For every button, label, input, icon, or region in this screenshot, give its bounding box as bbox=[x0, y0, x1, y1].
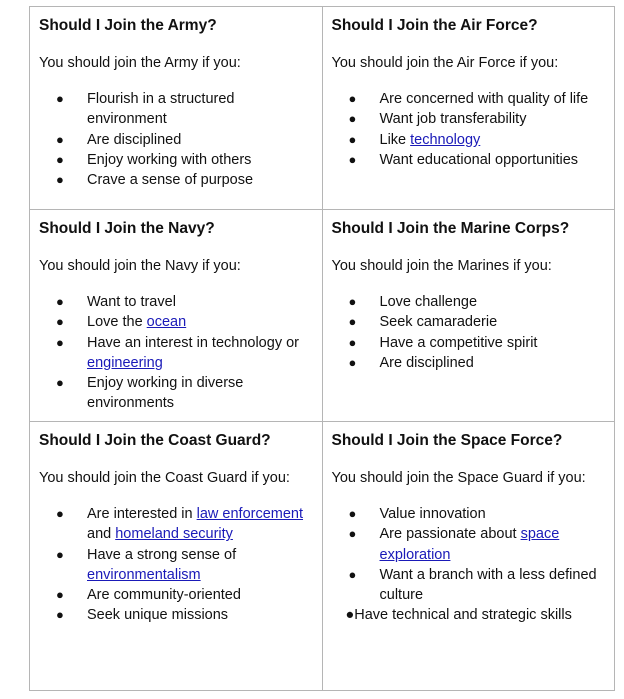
spaceforce-list bbox=[332, 504, 606, 605]
space-exploration-link[interactable]: space exploration bbox=[379, 526, 560, 563]
ocean-link[interactable]: ocean bbox=[146, 314, 187, 331]
list-item: ● Have a strong sense of environmentalism bbox=[56, 546, 237, 583]
coastguard-intro: You should join the Coast Guard if you: bbox=[39, 470, 290, 486]
bullet-icon: ● bbox=[348, 91, 357, 106]
list-item: ● Are disciplined bbox=[39, 130, 313, 150]
marines-intro: You should join the Marines if you: bbox=[331, 258, 552, 274]
spaceforce-intro: You should join the Space Guard if you: bbox=[331, 470, 586, 486]
navy-cell bbox=[30, 210, 323, 422]
list-item: ● Want to travel bbox=[39, 292, 313, 312]
bullet-icon: ● bbox=[348, 354, 357, 370]
coastguard-cell bbox=[30, 422, 323, 691]
list-item: ● Seek camaraderie bbox=[332, 312, 606, 332]
bullet-icon: ● bbox=[348, 131, 357, 147]
engineering-link[interactable]: engineering bbox=[87, 354, 163, 371]
army-cell bbox=[30, 7, 323, 210]
spaceforce-title: Should I Join the Space Force? bbox=[331, 432, 563, 449]
list-item: ● Are interested in law enforcement and homeland security bbox=[56, 506, 304, 543]
law-enforcement-link[interactable]: law enforcement bbox=[196, 506, 304, 522]
bullet-icon: ● bbox=[56, 607, 64, 623]
bullet-icon: ● bbox=[56, 151, 64, 167]
list-item: ● Have an interest in technology or engineering bbox=[56, 334, 299, 371]
list-item: ● Enjoy working in diverse environments bbox=[56, 375, 244, 412]
list-item: ● Want educational opportunities bbox=[332, 150, 606, 170]
bullet-icon: ● bbox=[56, 172, 64, 188]
list-item: ● Are concerned with quality of life bbox=[332, 89, 606, 109]
list-item: ● Are community-oriented bbox=[39, 585, 313, 605]
bullet-icon: ● bbox=[348, 294, 357, 309]
navy-list bbox=[39, 292, 313, 414]
bullet-icon: ● bbox=[56, 314, 64, 330]
bullet-icon: ● bbox=[56, 334, 64, 350]
list-item: ● Love the ocean bbox=[39, 312, 313, 332]
list-item: ● Are passionate about space exploration bbox=[348, 526, 560, 563]
army-list bbox=[39, 89, 313, 190]
list-item: ● Love challenge bbox=[332, 292, 606, 312]
list-item: ● Enjoy working with others bbox=[39, 150, 313, 170]
marines-list bbox=[332, 292, 606, 373]
list-item: ● Are disciplined bbox=[332, 353, 606, 373]
bullet-icon: ● bbox=[348, 526, 357, 542]
marines-cell bbox=[322, 210, 615, 422]
list-item: ● Want job transferability bbox=[332, 109, 606, 129]
technology-link[interactable]: technology bbox=[410, 131, 481, 148]
bullet-icon: ● bbox=[348, 506, 357, 521]
bullet-icon: ● bbox=[56, 91, 64, 106]
coastguard-title: Should I Join the Coast Guard? bbox=[39, 432, 271, 449]
airforce-intro: You should join the Air Force if you: bbox=[331, 55, 559, 71]
list-item-unindented: ●Have technical and strategic skills bbox=[345, 607, 572, 624]
bullet-icon: ● bbox=[56, 294, 64, 309]
airforce-cell bbox=[322, 7, 615, 210]
list-item: ● Want a branch with a less defined culture bbox=[348, 566, 597, 604]
bullet-icon: ● bbox=[56, 587, 64, 603]
airforce-list bbox=[332, 89, 606, 170]
spaceforce-cell bbox=[322, 422, 615, 691]
navy-intro: You should join the Navy if you: bbox=[39, 258, 241, 274]
bullet-icon: ● bbox=[348, 334, 357, 350]
bullet-icon: ● bbox=[56, 506, 64, 521]
homeland-security-link[interactable]: homeland security bbox=[115, 526, 233, 543]
list-item: ● Seek unique missions bbox=[39, 605, 313, 625]
coastguard-list bbox=[39, 504, 313, 626]
marines-title: Should I Join the Marine Corps? bbox=[331, 220, 570, 237]
navy-title: Should I Join the Navy? bbox=[39, 220, 215, 237]
bullet-icon: ● bbox=[345, 607, 355, 624]
list-item: ● Have a competitive spirit bbox=[332, 333, 606, 353]
bullet-icon: ● bbox=[348, 111, 357, 127]
airforce-title: Should I Join the Air Force? bbox=[331, 17, 538, 34]
army-intro: You should join the Army if you: bbox=[39, 55, 241, 71]
list-item: ● Flourish in a structured environment bbox=[56, 91, 235, 128]
bullet-icon: ● bbox=[56, 546, 64, 562]
branches-table bbox=[29, 6, 615, 691]
bullet-icon: ● bbox=[348, 566, 357, 582]
bullet-icon: ● bbox=[348, 151, 357, 167]
list-item: ● Crave a sense of purpose bbox=[39, 170, 313, 190]
environmentalism-link[interactable]: environmentalism bbox=[87, 566, 201, 583]
list-item: ● Value innovation bbox=[332, 504, 606, 524]
army-title: Should I Join the Army? bbox=[39, 17, 217, 34]
bullet-icon: ● bbox=[348, 314, 357, 330]
bullet-icon: ● bbox=[56, 131, 64, 147]
bullet-icon: ● bbox=[56, 375, 64, 391]
list-item: ● Like technology bbox=[332, 130, 606, 150]
